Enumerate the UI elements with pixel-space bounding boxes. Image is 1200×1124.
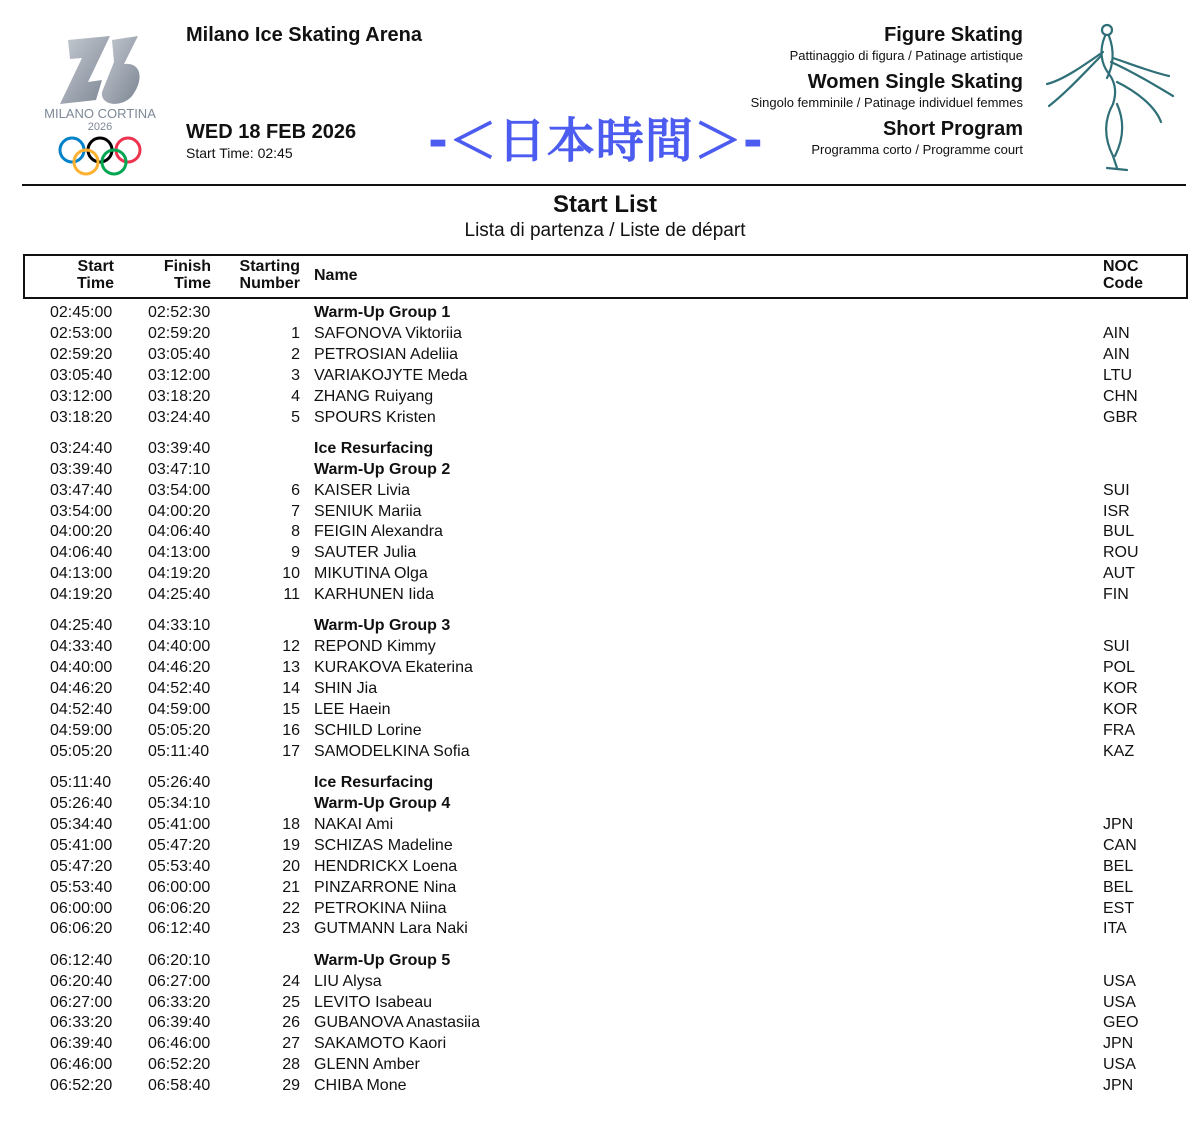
table-section-row — [0, 302, 1200, 323]
noc-code-cell: CHN — [1103, 387, 1138, 405]
col-noc-line2: Code — [1103, 275, 1143, 292]
venue-name: Milano Ice Skating Arena — [186, 24, 422, 46]
start-time-cell: 03:18:20 — [50, 408, 113, 426]
starting-number-cell: 9 — [291, 544, 300, 562]
noc-code-cell: USA — [1103, 972, 1136, 990]
starting-number-cell: 19 — [282, 836, 300, 854]
name-cell: Warm-Up Group 4 — [314, 795, 451, 812]
milano-cortina-logo — [30, 22, 170, 182]
starting-number-cell: 26 — [282, 1014, 300, 1032]
start-time-cell: 06:39:40 — [50, 1035, 113, 1053]
table-row — [0, 856, 1200, 877]
finish-time-cell: 06:27:00 — [148, 972, 211, 990]
starting-number-cell: 27 — [282, 1035, 300, 1053]
finish-time-cell: 05:34:10 — [148, 795, 211, 812]
name-cell: SAFONOVA Viktoriia — [314, 324, 462, 342]
table-row — [0, 877, 1200, 898]
emblem-26-icon — [60, 36, 140, 104]
table-row — [0, 542, 1200, 563]
noc-code-cell: KOR — [1103, 680, 1138, 698]
noc-code-cell: KOR — [1103, 701, 1138, 718]
noc-code-cell: EST — [1103, 899, 1135, 917]
finish-time-cell: 03:24:40 — [148, 408, 211, 426]
start-time-cell: 06:00:00 — [50, 899, 113, 917]
noc-code-cell: ITA — [1103, 920, 1127, 938]
segment-subtitle: Programma corto / Programme court — [811, 142, 1023, 157]
table-row — [0, 407, 1200, 428]
noc-code-cell: ISR — [1103, 502, 1130, 520]
starting-number-cell: 13 — [282, 659, 300, 677]
name-cell: SAKAMOTO Kaori — [314, 1035, 447, 1053]
finish-time-cell: 05:11:40 — [148, 742, 210, 760]
noc-code-cell: USA — [1103, 993, 1136, 1011]
name-cell: FEIGIN Alexandra — [314, 523, 443, 541]
col-start-time — [40, 258, 114, 292]
noc-code-cell: USA — [1103, 1056, 1136, 1074]
finish-time-cell: 04:46:20 — [148, 659, 211, 677]
name-cell: SAUTER Julia — [314, 544, 417, 562]
table-row — [0, 584, 1200, 605]
name-cell: GUBANOVA Anastasiia — [314, 1014, 480, 1032]
olympic-rings-icon — [60, 138, 140, 174]
name-cell: SPOURS Kristen — [314, 408, 436, 426]
table-row — [0, 563, 1200, 584]
event-date: WED 18 FEB 2026 — [186, 121, 357, 143]
start-time-cell: 05:34:40 — [50, 815, 113, 833]
table-row — [0, 480, 1200, 501]
starting-number-cell: 22 — [282, 899, 300, 917]
table-row — [0, 386, 1200, 407]
start-time-cell: 03:24:40 — [50, 439, 113, 457]
noc-code-cell: SUI — [1103, 481, 1130, 499]
noc-code-cell: KAZ — [1103, 742, 1135, 760]
noc-code-cell: BEL — [1103, 878, 1134, 896]
starting-number-cell: 28 — [282, 1056, 300, 1074]
noc-code-cell: FIN — [1103, 586, 1129, 604]
figure-skating-pictogram-icon — [1043, 22, 1178, 174]
start-time-cell: 04:40:00 — [50, 659, 113, 677]
name-cell: NAKAI Ami — [314, 815, 394, 833]
name-cell: KARHUNEN Iida — [314, 586, 435, 604]
finish-time-cell: 05:26:40 — [148, 774, 211, 792]
name-cell: SAMODELKINA Sofia — [314, 742, 470, 760]
noc-code-cell: FRA — [1103, 721, 1135, 739]
name-cell: GLENN Amber — [314, 1056, 420, 1074]
name-cell: GUTMANN Lara Naki — [314, 920, 468, 938]
starting-number-cell: 2 — [291, 345, 300, 363]
starting-number-cell: 21 — [282, 878, 300, 896]
starting-number-cell: 29 — [282, 1077, 300, 1095]
discipline-title: Figure Skating — [884, 24, 1023, 46]
finish-time-cell: 04:13:00 — [148, 544, 211, 562]
name-cell: MIKUTINA Olga — [314, 565, 428, 583]
col-finish-line2: Time — [173, 275, 211, 292]
starting-number-cell: 6 — [291, 481, 300, 499]
table-section-row — [0, 950, 1200, 971]
table-row — [0, 1033, 1200, 1054]
finish-time-cell: 04:25:40 — [148, 586, 211, 604]
finish-time-cell: 05:41:00 — [148, 815, 211, 833]
finish-time-cell: 02:59:20 — [148, 324, 211, 342]
name-cell: REPOND Kimmy — [314, 638, 436, 656]
name-cell: SCHIZAS Madeline — [314, 836, 453, 854]
table-row — [0, 365, 1200, 386]
name-cell: LEVITO Isabeau — [314, 993, 432, 1011]
name-cell: Warm-Up Group 3 — [314, 617, 451, 635]
starting-number-cell: 15 — [282, 701, 300, 718]
finish-time-cell: 04:40:00 — [148, 638, 211, 656]
start-time-cell: 02:45:00 — [50, 304, 113, 321]
finish-time-cell: 04:52:40 — [148, 680, 211, 698]
start-time-cell: 03:39:40 — [50, 460, 113, 478]
logo-line1: MILANO CORTINA — [44, 106, 156, 121]
start-time-cell: 05:41:00 — [50, 836, 113, 854]
page-subtitle: Lista di partenza / Liste de départ — [464, 220, 746, 241]
noc-code-cell: GEO — [1103, 1014, 1139, 1032]
start-time-cell: 05:05:20 — [50, 742, 113, 760]
noc-code-cell: GBR — [1103, 408, 1138, 426]
col-noc-code — [1103, 258, 1143, 292]
noc-code-cell: BUL — [1103, 523, 1135, 541]
starting-number-cell: 18 — [282, 815, 300, 833]
name-cell: LEE Haein — [314, 701, 391, 718]
name-cell: LIU Alysa — [314, 972, 382, 990]
noc-code-cell: JPN — [1103, 815, 1134, 833]
starting-number-cell: 20 — [282, 857, 300, 875]
name-cell: Warm-Up Group 1 — [314, 304, 451, 321]
name-cell: Warm-Up Group 2 — [314, 460, 451, 478]
table-section-row — [0, 459, 1200, 480]
table-row — [0, 814, 1200, 835]
table-row — [0, 323, 1200, 344]
japan-time-overlay: -＜日本時間＞- — [428, 113, 764, 169]
finish-time-cell: 06:00:00 — [148, 878, 211, 896]
name-cell: HENDRICKX Loena — [314, 857, 458, 875]
name-cell: PETROSIAN Adeliia — [314, 345, 459, 363]
noc-code-cell: CAN — [1103, 836, 1137, 854]
header-divider — [22, 184, 1186, 186]
finish-time-cell: 03:54:00 — [148, 481, 211, 499]
table-row — [0, 918, 1200, 939]
finish-time-cell: 03:12:00 — [148, 366, 211, 384]
noc-code-cell: AUT — [1103, 565, 1135, 583]
table-row — [0, 1075, 1200, 1096]
start-time-cell: 04:00:20 — [50, 523, 113, 541]
start-time-cell: 06:06:20 — [50, 920, 113, 938]
finish-time-cell: 04:00:20 — [148, 502, 211, 520]
name-cell: Ice Resurfacing — [314, 774, 434, 792]
starting-number-cell: 5 — [291, 408, 300, 426]
start-time-cell: 03:47:40 — [50, 481, 113, 499]
starting-number-cell: 7 — [291, 502, 300, 520]
name-cell: Ice Resurfacing — [314, 439, 434, 457]
table-section-row — [0, 438, 1200, 459]
start-time-cell: 06:46:00 — [50, 1056, 113, 1074]
finish-time-cell: 04:59:00 — [148, 701, 211, 718]
noc-code-cell: JPN — [1103, 1035, 1134, 1053]
start-time-cell: 06:27:00 — [50, 993, 113, 1011]
start-time-cell: 04:19:20 — [50, 586, 113, 604]
logo-line2: 2026 — [87, 121, 113, 133]
start-time-cell: 04:25:40 — [50, 617, 113, 635]
noc-code-cell: AIN — [1103, 345, 1130, 363]
col-finish-time — [130, 258, 211, 292]
col-start-line2: Time — [76, 275, 114, 292]
name-cell: KAISER Livia — [314, 481, 411, 499]
finish-time-cell: 06:12:40 — [148, 920, 211, 938]
name-cell: KURAKOVA Ekaterina — [314, 659, 473, 677]
table-row — [0, 1012, 1200, 1033]
noc-code-cell: JPN — [1103, 1077, 1134, 1095]
start-time-cell: 06:20:40 — [50, 972, 113, 990]
start-time-cell: 05:53:40 — [50, 878, 113, 896]
starting-number-cell: 11 — [283, 586, 300, 604]
finish-time-cell: 02:52:30 — [148, 304, 211, 321]
start-time-cell: 04:59:00 — [50, 721, 113, 739]
noc-code-cell: SUI — [1103, 638, 1130, 656]
start-time-cell: 06:52:20 — [50, 1077, 113, 1095]
table-row — [0, 699, 1200, 720]
finish-time-cell: 06:58:40 — [148, 1077, 211, 1095]
event-subtitle: Singolo femminile / Patinage individuel femmes — [750, 95, 1023, 110]
table-row — [0, 1054, 1200, 1075]
start-time-cell: 05:11:40 — [50, 774, 112, 792]
table-row — [0, 657, 1200, 678]
starting-number-cell: 25 — [282, 993, 300, 1011]
table-row — [0, 344, 1200, 365]
name-cell: SHIN Jia — [314, 680, 378, 698]
discipline-subtitle: Pattinaggio di figura / Patinage artistique — [789, 48, 1023, 63]
col-noc-line1: NOC — [1103, 258, 1139, 275]
start-time-cell: 04:33:40 — [50, 638, 113, 656]
start-time-cell: 04:52:40 — [50, 701, 113, 718]
table-row — [0, 501, 1200, 522]
start-time-cell: 03:54:00 — [50, 502, 113, 520]
starting-number-cell: 3 — [291, 366, 300, 384]
name-cell: ZHANG Ruiyang — [314, 387, 434, 405]
table-section-row — [0, 772, 1200, 793]
name-cell: VARIAKOJYTE Meda — [314, 366, 468, 384]
finish-time-cell: 06:52:20 — [148, 1056, 211, 1074]
start-time-cell: 03:05:40 — [50, 366, 113, 384]
table-row — [0, 992, 1200, 1013]
start-time-cell: 05:47:20 — [50, 857, 113, 875]
table-section-row — [0, 615, 1200, 636]
starting-number-cell: 12 — [282, 638, 300, 656]
finish-time-cell: 04:33:10 — [148, 617, 211, 635]
segment-title: Short Program — [882, 118, 1023, 140]
col-starting-number — [220, 258, 300, 292]
starting-number-cell: 24 — [282, 972, 300, 990]
finish-time-cell: 05:47:20 — [148, 836, 211, 854]
finish-time-cell: 05:53:40 — [148, 857, 211, 875]
table-row — [0, 720, 1200, 741]
table-section-row — [0, 793, 1200, 814]
start-time-cell: 04:46:20 — [50, 680, 113, 698]
col-finish-line1: Finish — [163, 258, 211, 275]
event-title: Women Single Skating — [807, 71, 1023, 93]
start-time-cell: 04:06:40 — [50, 544, 113, 562]
col-name: Name — [314, 267, 358, 284]
start-time-label: Start Time: 02:45 — [186, 145, 293, 161]
starting-number-cell: 16 — [282, 721, 300, 739]
table-row — [0, 741, 1200, 762]
start-time-cell: 05:26:40 — [50, 795, 113, 812]
name-cell: PETROKINA Niina — [314, 899, 447, 917]
col-number-line2: Number — [239, 275, 300, 292]
start-time-cell: 03:12:00 — [50, 387, 113, 405]
starting-number-cell: 4 — [291, 387, 300, 405]
noc-code-cell: BEL — [1103, 857, 1134, 875]
start-time-cell: 04:13:00 — [50, 565, 113, 583]
name-cell: CHIBA Mone — [314, 1077, 407, 1095]
col-start-line1: Start — [77, 258, 114, 275]
table-row — [0, 636, 1200, 657]
finish-time-cell: 06:46:00 — [148, 1035, 211, 1053]
finish-time-cell: 06:39:40 — [148, 1014, 211, 1032]
page-title: Start List — [552, 191, 657, 218]
starting-number-cell: 14 — [282, 680, 300, 698]
start-time-cell: 02:53:00 — [50, 324, 113, 342]
table-row — [0, 521, 1200, 542]
finish-time-cell: 03:47:10 — [148, 460, 211, 478]
name-cell: Warm-Up Group 5 — [314, 951, 451, 969]
name-cell: SENIUK Mariia — [314, 502, 422, 520]
starting-number-cell: 8 — [291, 523, 300, 541]
starting-number-cell: 17 — [282, 742, 300, 760]
col-number-line1: Starting — [239, 258, 300, 275]
finish-time-cell: 03:05:40 — [148, 345, 211, 363]
table-row — [0, 971, 1200, 992]
finish-time-cell: 06:06:20 — [148, 899, 211, 917]
finish-time-cell: 05:05:20 — [148, 721, 211, 739]
start-time-cell: 06:12:40 — [50, 951, 113, 969]
start-time-cell: 02:59:20 — [50, 345, 113, 363]
noc-code-cell: AIN — [1103, 324, 1130, 342]
noc-code-cell: POL — [1103, 659, 1136, 677]
table-row — [0, 678, 1200, 699]
table-row — [0, 835, 1200, 856]
finish-time-cell: 04:06:40 — [148, 523, 211, 541]
start-time-cell: 06:33:20 — [50, 1014, 113, 1032]
name-cell: SCHILD Lorine — [314, 721, 422, 739]
name-cell: PINZARRONE Nina — [314, 878, 457, 896]
starting-number-cell: 23 — [282, 920, 300, 938]
starting-number-cell: 1 — [291, 324, 300, 342]
finish-time-cell: 03:39:40 — [148, 439, 211, 457]
finish-time-cell: 06:20:10 — [148, 951, 211, 969]
starting-number-cell: 10 — [282, 565, 300, 583]
noc-code-cell: LTU — [1103, 366, 1133, 384]
table-row — [0, 898, 1200, 919]
finish-time-cell: 03:18:20 — [148, 387, 211, 405]
finish-time-cell: 06:33:20 — [148, 993, 211, 1011]
noc-code-cell: ROU — [1103, 544, 1139, 562]
finish-time-cell: 04:19:20 — [148, 565, 211, 583]
